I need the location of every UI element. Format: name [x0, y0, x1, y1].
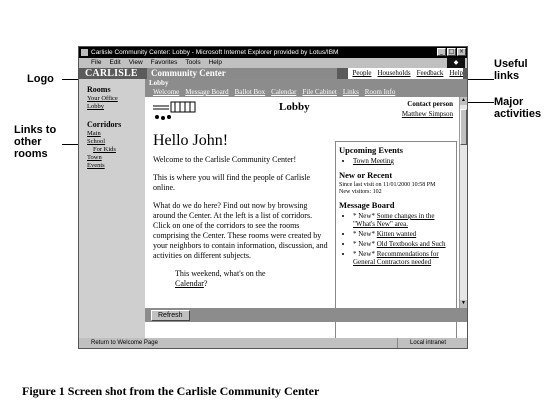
events-heading: Upcoming Events: [339, 145, 403, 155]
annotation-logo: Logo: [27, 73, 54, 85]
site-logo[interactable]: CARLISLE: [85, 68, 138, 79]
corridors-heading: Corridors: [87, 120, 122, 129]
page-viewport: [79, 68, 467, 338]
nav-room-label: Lobby: [149, 79, 169, 87]
site-title: Community Center: [147, 68, 337, 79]
new-heading: New or Recent: [339, 170, 393, 180]
nav-links[interactable]: Links: [342, 88, 359, 96]
security-zone: Local intranet: [397, 338, 463, 348]
contact-label: Contact person: [407, 100, 453, 108]
scroll-up-icon[interactable]: ▲: [461, 98, 466, 103]
sidebar-item-your-office[interactable]: Your Office: [87, 95, 118, 102]
scroll-down-icon[interactable]: ▼: [461, 301, 466, 306]
event-town-meeting[interactable]: Town Meeting: [353, 157, 394, 165]
link-help[interactable]: Help: [449, 69, 463, 77]
menu-file[interactable]: File: [91, 59, 102, 66]
welcome-paragraph-1: Welcome to the Carlisle Community Center!: [153, 155, 297, 164]
sidebar: [79, 79, 145, 338]
annotation-useful-links-line: [466, 79, 494, 80]
browser-window: [78, 46, 468, 349]
nav-room-info[interactable]: Room Info: [364, 88, 396, 96]
since-last-visit: Since last visit on 11/01/2000 10:58 PM: [339, 182, 436, 188]
menu-favorites[interactable]: Favorites: [150, 59, 178, 66]
annotation-major-activities: Major activities: [494, 96, 542, 120]
maximize-button[interactable]: □: [448, 48, 455, 55]
nav-calendar[interactable]: Calendar: [271, 88, 297, 96]
menu-tools[interactable]: Tools: [185, 59, 201, 66]
post-link[interactable]: Some changes in the "What's New" area.: [353, 212, 435, 228]
useful-links: [348, 68, 463, 79]
page-title: Lobby: [279, 101, 310, 113]
rooms-heading: Rooms: [87, 85, 111, 94]
throbber-icon: ◆: [447, 58, 465, 68]
greeting: Hello John!: [153, 132, 229, 149]
post-link[interactable]: Kitten wanted: [376, 230, 417, 238]
link-feedback[interactable]: Feedback: [416, 69, 444, 77]
refresh-button[interactable]: Refresh: [151, 310, 190, 321]
menu-help[interactable]: Help: [208, 59, 222, 66]
minimize-button[interactable]: _: [437, 48, 446, 56]
sidebar-item-school[interactable]: School: [87, 138, 106, 145]
contact-person-link[interactable]: Matthew Simpson: [401, 110, 453, 118]
post-link[interactable]: Old Textbooks and Such: [376, 240, 446, 248]
window-titlebar: [79, 47, 467, 58]
link-households[interactable]: Households: [377, 69, 411, 77]
status-bar: [79, 338, 467, 348]
list-item: • * New* Old Textbooks and Such: [353, 240, 453, 248]
sidebar-item-town[interactable]: Town: [87, 154, 102, 161]
nav-welcome[interactable]: Welcome: [153, 88, 180, 96]
annotation-useful-links: Useful links: [494, 58, 528, 82]
bottom-bar: [145, 308, 467, 322]
nav-ballot-box[interactable]: Ballot Box: [234, 88, 266, 96]
menu-view[interactable]: View: [128, 59, 143, 66]
welcome-paragraph-2: This is where you will find the people of Carlisle online.: [153, 173, 311, 192]
link-people[interactable]: People: [352, 69, 372, 77]
ie-icon: [81, 49, 88, 56]
scroll-thumb[interactable]: [460, 109, 467, 145]
nav-message-board[interactable]: Message Board: [185, 88, 229, 96]
sidebar-item-main[interactable]: Main: [87, 130, 101, 137]
menu-bar: [79, 58, 467, 68]
sidebar-item-events[interactable]: Events: [87, 162, 105, 169]
site-header: [79, 68, 467, 79]
post-link[interactable]: Recommendations for General Contractors needed: [353, 250, 439, 266]
list-item: • * New* Recommendations for General Contractors needed: [353, 250, 453, 266]
menu-edit[interactable]: Edit: [109, 59, 121, 66]
list-item: • * New* Kitten wanted: [353, 230, 453, 238]
sidebar-item-lobby[interactable]: Lobby: [87, 103, 104, 110]
message-board-heading: Message Board: [339, 200, 395, 210]
vertical-scrollbar[interactable]: [459, 97, 467, 308]
list-item: • * New* Some changes in the "What's New" area.: [353, 212, 453, 228]
nav-file-cabinet[interactable]: File Cabinet: [302, 88, 337, 96]
lobby-building-icon: [151, 100, 197, 122]
window-title: Carlisle Community Center: Lobby - Microsoft Internet Explorer provided by Lotus/IBM: [91, 49, 339, 56]
status-text: Return to Welcome Page: [91, 340, 158, 346]
close-button[interactable]: ×: [458, 48, 465, 55]
new-visitors: New visitors: 102: [339, 189, 382, 195]
welcome-text: Welcome to the Carlisle Community Center! This is where you will find the people of Carlisle online. What do we do here? Find out now by browsing around the Center. At the left is a list of corridors. Click on one of the corridors to see the rooms comprising the Center. These rooms were created by your neighbors to contain information, discussion, and activities on different subjects. This weekend, what's on the Calendar?: [153, 155, 328, 288]
welcome-paragraph-3: What do we do here? Find out now by browsing around the Center. At the left is a list of corridors. Click on one of the corridors to see the rooms comprising the Center. These rooms were created by your neighbors to contain information, discussion, and activities on different subjects.: [153, 201, 328, 260]
annotation-links-to-rooms: Links to other rooms: [14, 124, 57, 160]
figure-caption: Figure 1 Screen shot from the Carlisle Community Center: [22, 384, 320, 398]
calendar-link[interactable]: Calendar: [175, 279, 204, 288]
activity-nav: [145, 79, 467, 97]
welcome-paragraph-4: This weekend, what's on the: [175, 269, 266, 278]
main-content: [145, 97, 459, 338]
sidebar-item-for-kids[interactable]: For Kids: [93, 146, 116, 153]
